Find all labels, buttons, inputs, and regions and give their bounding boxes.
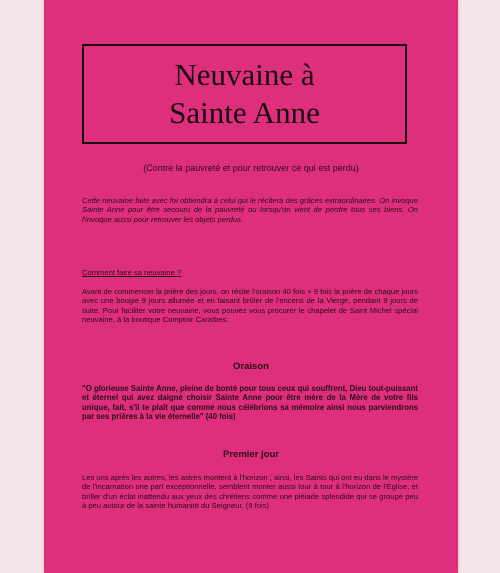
subtitle: (Contre la pauvreté et pour retrouver ce qui est perdu): [143, 163, 359, 173]
premier-jour-heading: Premier jour: [223, 449, 279, 460]
oraison-heading: Oraison: [233, 361, 269, 372]
intro-paragraph: Cette neuvaine faite avec foi obtiendra à celui qui le récitera des grâces extraordinaires. On invoque Sainte Anne pour être secouru de la pauvreté ou lorsqu'on vient de perdre tous ses biens. On l'invoque aussi pour retrouver les objets perdus.: [82, 196, 419, 224]
oraison-paragraph: "O glorieuse Sainte Anne, pleine de bonté pour tous ceux qui souffrent, Dieu tout-puissant et éternel qui avez daigné choisir Sainte Anne pour être mère de la Mère de votre fils unique, fait, s'il te plaît que comme nous célébrions sa mémoire ainsi nous parviendrons par ses prières à la vie éternelle" (40 fois): [82, 384, 418, 422]
title-box: [82, 44, 407, 144]
how-to-heading: Comment faire sa neuvaine ?: [82, 268, 182, 277]
title-line-2: Sainte Anne: [169, 95, 320, 130]
title-line-1: Neuvaine à: [174, 57, 315, 92]
how-to-paragraph: Avant de commencer la prière des jours, on récite l'oraison 40 fois + 9 fois la prière de chaque jours avec une bougie 9 jours allumée et en faisant brûler de l'encens de la Vierge, pendant 9 jours de suite. Pour faciliter votre neuvaine, vous pouvez vous procurer le chapelet de Saint Michel spécial neuvaine, à la boutique Comptoir Caraïbes.: [82, 287, 418, 325]
document-page: [44, 0, 458, 573]
premier-jour-paragraph: Les uns après les autres, les astres montent à l'horizon ; ainsi, les Saints qui ont eu dans le mystère de l'incarnation une part exceptionnelle, semblent monter aussi tour à tour à l'horizon de l'Eglise, et briller d'un éclat inattendu aux yeux des chrétiens comme une pléiade splendide qui se groupe peu à peu autour de la sainte humanité du Seigneur. (9 fois): [82, 473, 418, 511]
